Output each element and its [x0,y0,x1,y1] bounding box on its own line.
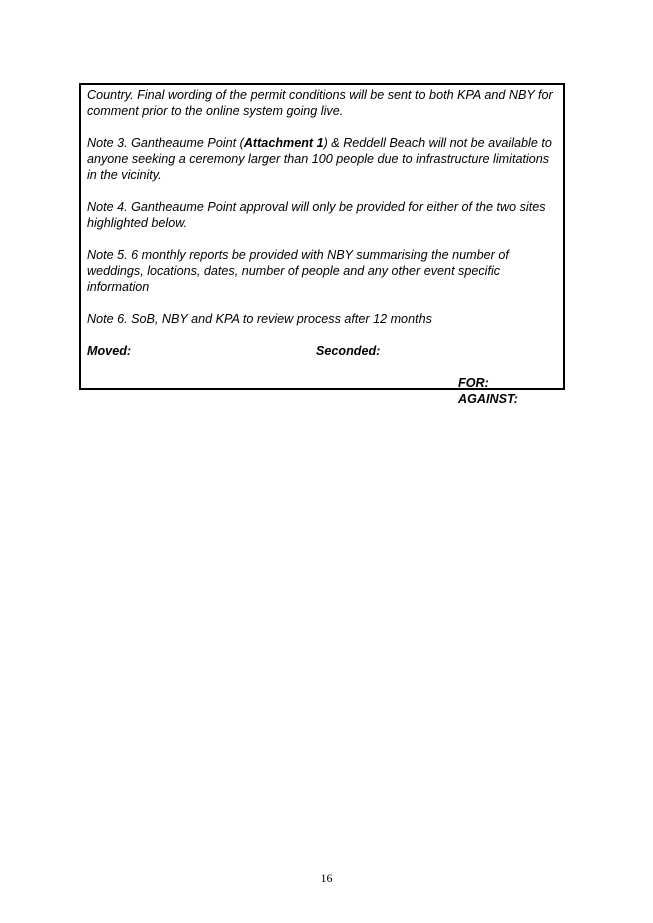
for-label: FOR: [458,376,489,390]
note-3 [87,135,557,183]
against-label: AGAINST: [458,392,518,406]
continued-paragraph: Country. Final wording of the permit conditions will be sent to both KPA and NBY for comment prior to the online system going live. [87,88,553,118]
note-3-before: Note 3. Gantheaume Point ( [87,136,244,150]
note-6: Note 6. SoB, NBY and KPA to review process after 12 months [87,312,432,326]
vote-tally [87,375,557,407]
attachment-1-reference: Attachment 1 [243,136,324,150]
note-5: Note 5. 6 monthly reports be provided with NBY summarising the number of weddings, locations, dates, number of people and any other event specific information [87,248,509,294]
page-number: 16 [320,871,333,885]
moved-label: Moved: [87,344,132,358]
seconded-label: Seconded: [316,344,381,358]
note-3-after: ) & Reddell Beach will not be available to anyone seeking a ceremony larger than 100 people due to infrastructure limitations in the vicinity. [87,136,552,182]
motion-box [79,83,565,406]
note-4: Note 4. Gantheaume Point approval will only be provided for either of the two sites highlighted below. [87,200,546,230]
motion-row [87,343,557,359]
